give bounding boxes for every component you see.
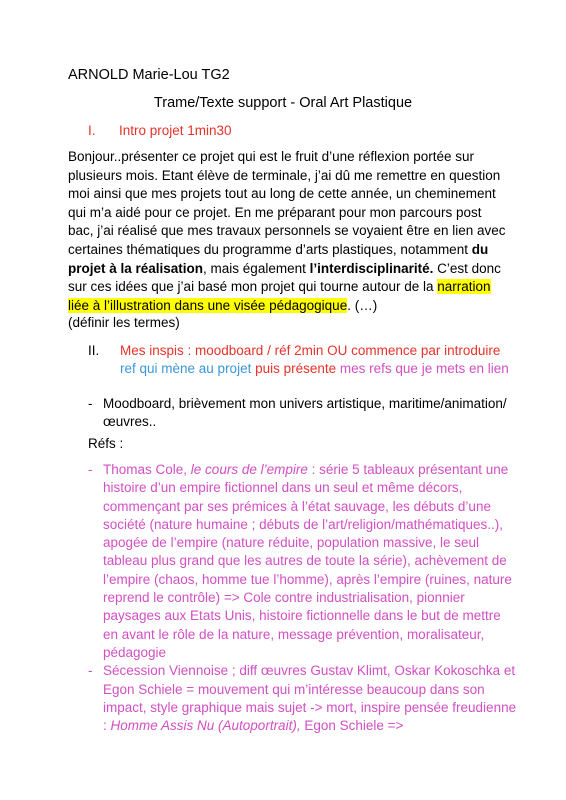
- intro-paragraph: [68, 148, 508, 315]
- intro-highlight: narration liée à l’illustration dans une visée pédagogique: [68, 279, 491, 313]
- moodboard-bullet: [88, 395, 508, 430]
- intro-text-3: C’est donc sur ces idées que j’ai basé mon projet qui tourne autour de la: [68, 260, 501, 295]
- section-1-number: I.: [88, 123, 96, 138]
- bullet-dash: -: [88, 663, 93, 679]
- section-2-red-2: puis présente: [251, 360, 337, 376]
- intro-bold-1: du projet à la réalisation: [68, 241, 489, 276]
- reference-lead: Thomas Cole,: [103, 462, 191, 477]
- refs-label: Réfs :: [88, 436, 124, 451]
- section-2-number: II.: [88, 343, 100, 358]
- reference-lead: Sécession Viennoise ; diff œuvres Gustav Klimt, Oskar Kokoschka et Egon Schiele = mouvement qui m’intéresse beaucoup dans son impact, style graphique mais sujet -> mort, inspire pensée freudienne :: [103, 663, 517, 734]
- section-2-heading: [88, 342, 518, 377]
- reference-item: [88, 662, 518, 735]
- author-line: ARNOLD Marie-Lou TG2: [68, 67, 230, 83]
- intro-text-4: . (…): [347, 297, 378, 313]
- intro-bold-2: l’interdisciplinarité.: [309, 260, 434, 276]
- moodboard-text: Moodboard, brièvement mon univers artistique, maritime/animation/œuvres..: [103, 396, 507, 429]
- bullet-dash: -: [88, 462, 93, 477]
- document-title: Trame/Texte support - Oral Art Plastique: [153, 95, 413, 111]
- reference-rest: : série 5 tableaux présentant une histoire d’un empire fictionnel dans un seul et même décors, commençant par ses prémices à l’état sauvage, les débuts d’une société (nature humaine ; débuts de l’art/religion/mathématiques..), apogée de l’empire (nature réduite, population massive, le seul tableau plus grand que les autres de toute la série), achèvement de l’empire (chaos, homme tue l’homme), après l’empire (ruines, nature reprend le contrôle) => Cole contre industrialisation, pionnier paysages aux Etats Unis, histoire fictionnelle dans le but de mettre en avant le rôle de la nature, message prévention, moralisateur, pédagogie: [103, 462, 512, 660]
- references-list: [88, 461, 518, 735]
- bullet-dash: -: [88, 396, 93, 411]
- reference-item: [88, 461, 518, 662]
- section-2-blue: ref qui mène au projet: [120, 360, 252, 376]
- reference-rest: Egon Schiele =>: [300, 718, 404, 734]
- definir-note: (définir les termes): [68, 315, 180, 330]
- reference-italic: le cours de l’empire: [190, 462, 308, 477]
- intro-text-1: Bonjour..présenter ce projet qui est le fruit d’une réflexion portée sur plusieurs mois. Etant élève de terminale, j’ai dû me remettre en question moi ainsi que mes projets tout au long de cette année, un cheminement qui m’a aidé pour ce projet. En me préparant pour mon parcours post bac, j’ai réalisé que mes travaux personnels se voyaient être en lien avec certaines thématiques du programme d’arts plastiques, notamment: [68, 149, 506, 257]
- section-1-title: Intro projet 1min30: [119, 123, 232, 138]
- intro-text-2: , mais également: [203, 260, 310, 276]
- section-2-pink: mes refs que je mets en lien: [336, 360, 509, 376]
- reference-italic: Homme Assis Nu (Autoportrait),: [110, 718, 301, 734]
- section-2-red-1: Mes inspis : moodboard / réf 2min OU commence par introduire: [120, 343, 501, 358]
- section-1-heading: [88, 123, 232, 138]
